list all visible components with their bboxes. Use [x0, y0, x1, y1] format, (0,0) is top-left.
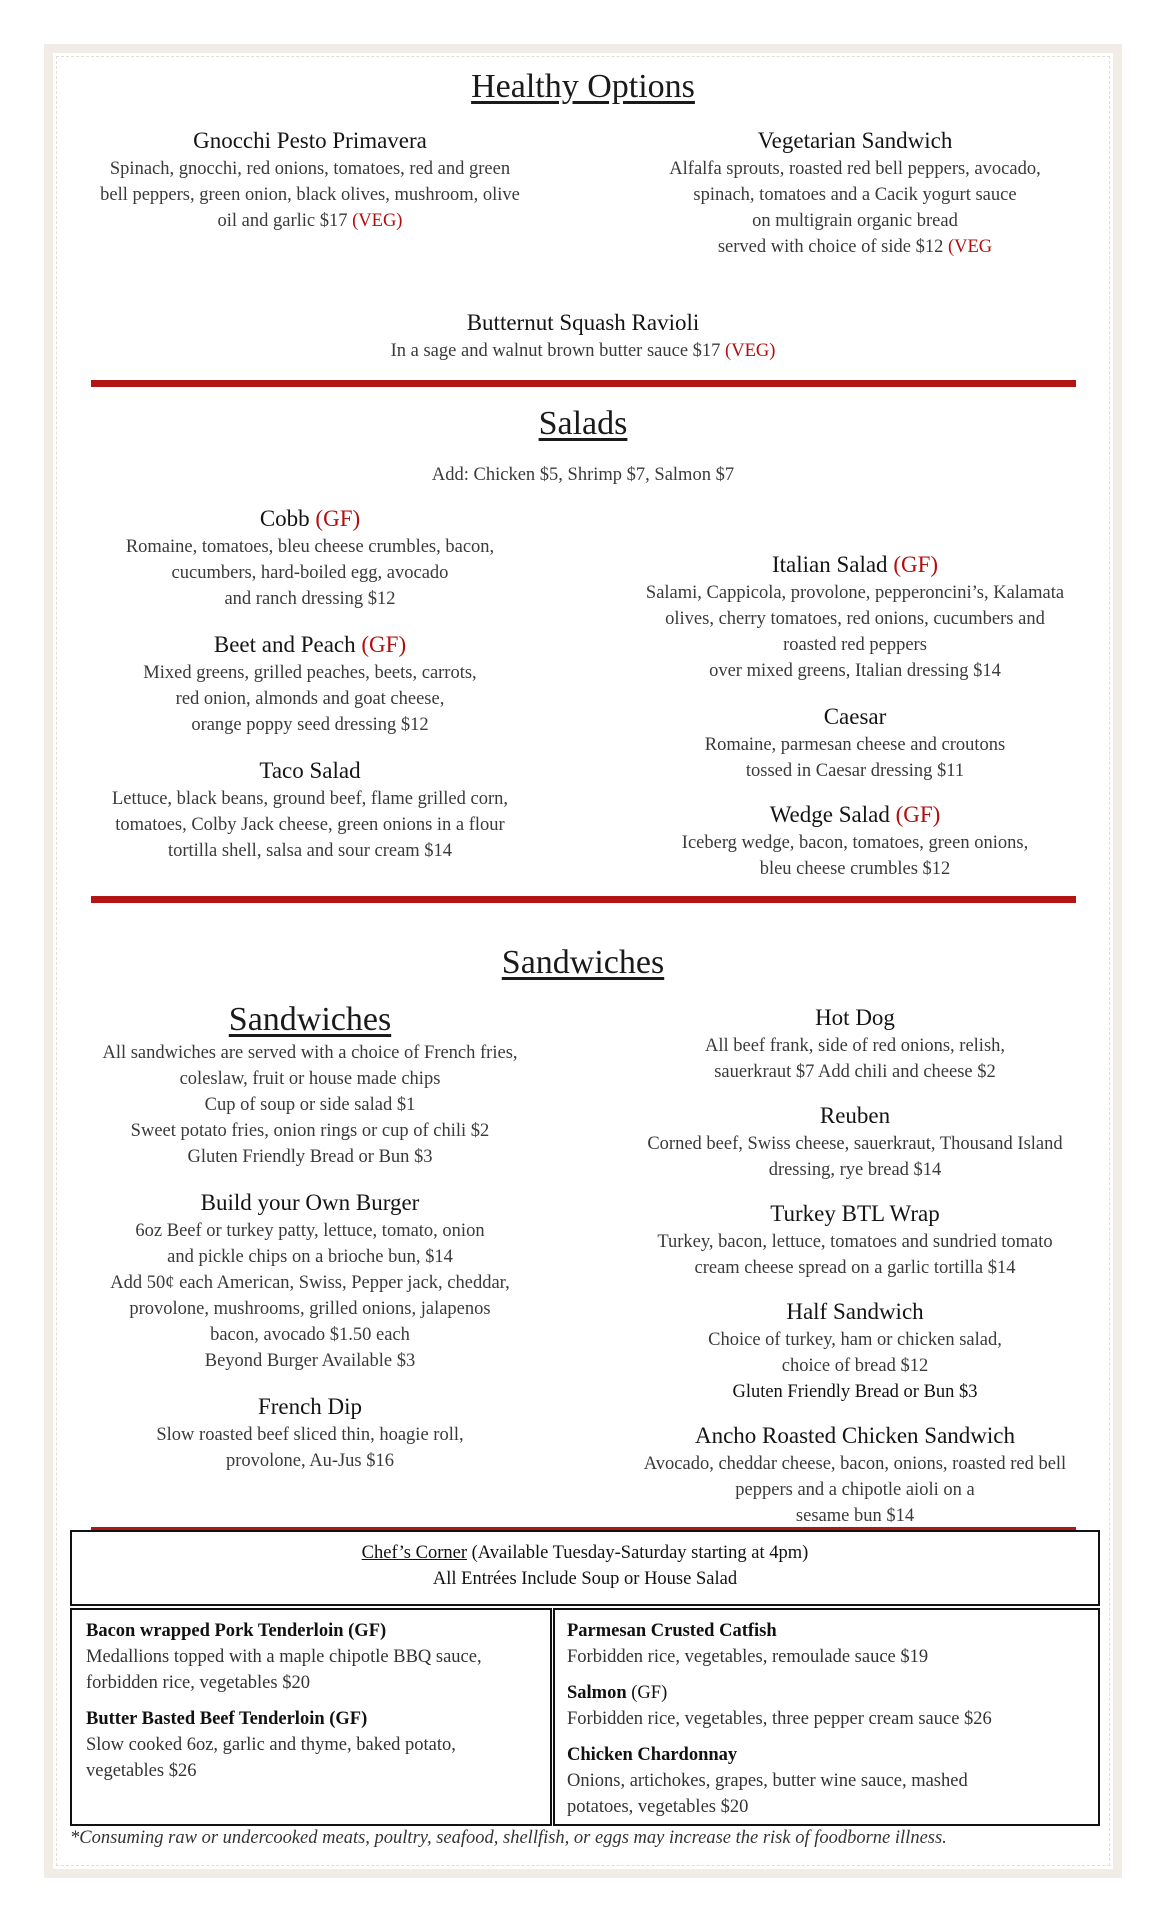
item-desc-line: tortilla shell, salsa and sour cream $14 [167, 841, 453, 861]
menu-item-turkey-btl-wrap [605, 1199, 1105, 1281]
item-desc-line: 6oz Beef or turkey patty, lettuce, tomato, onion [135, 1221, 485, 1241]
intro-line: Cup of soup or side salad $1 [204, 1095, 416, 1115]
item-name: Half Sandwich [786, 1299, 924, 1324]
gf-tag: (GF) [893, 552, 939, 577]
item-name: Turkey BTL Wrap [770, 1201, 940, 1226]
menu-item-hot-dog [605, 1003, 1105, 1085]
menu-item-ravioli [0, 308, 1166, 364]
item-name: Chicken Chardonnay [567, 1745, 738, 1765]
item-desc-line: Slow cooked 6oz, garlic and thyme, baked potato, [86, 1735, 456, 1755]
item-desc-line: spinach, tomatoes and a Cacik yogurt sauce [693, 185, 1017, 205]
item-desc-line: choice of bread $12 [781, 1356, 929, 1376]
item-name: Caesar [823, 704, 887, 729]
chefs-corner-left-box [70, 1608, 552, 1826]
gluten-note: Gluten Friendly Bread or Bun $3 [732, 1382, 978, 1402]
menu-item-half-sandwich [605, 1297, 1105, 1405]
item-desc-line: oil and garlic $17 [217, 211, 348, 231]
menu-item-taco-salad [60, 756, 560, 864]
item-desc-line: Forbidden rice, vegetables, three pepper cream sauce $26 [567, 1709, 992, 1729]
menu-item-ancho-chicken-sandwich [605, 1421, 1105, 1529]
item-name: Parmesan Crusted Catfish [567, 1621, 777, 1641]
salads-title: Salads [538, 405, 628, 442]
sandwiches-intro [60, 1000, 560, 1170]
menu-item-cobb [60, 504, 560, 612]
item-desc-line: vegetables $26 [86, 1761, 197, 1781]
item-desc-line: red onion, almonds and goat cheese, [175, 689, 445, 709]
item-desc-line: Alfalfa sprouts, roasted red bell peppers, avocado, [669, 159, 1041, 179]
item-desc-line: Choice of turkey, ham or chicken salad, [708, 1330, 1002, 1350]
item-desc-line: Salami, Cappicola, provolone, pepperoncini’s, Kalamata [645, 583, 1065, 603]
item-desc-line: Beyond Burger Available $3 [204, 1351, 416, 1371]
item-name: Salmon [567, 1683, 627, 1703]
gf-tag: (GF) [361, 632, 407, 657]
menu-item-gnocchi [60, 126, 560, 234]
item-desc-line: Iceberg wedge, bacon, tomatoes, green onions, [681, 833, 1029, 853]
item-desc-line: olives, cherry tomatoes, red onions, cucumbers and [665, 609, 1045, 629]
item-desc-line: Spinach, gnocchi, red onions, tomatoes, red and green [109, 159, 511, 179]
chefs-corner-right-box [553, 1608, 1100, 1826]
sandwiches-title: Sandwiches [501, 944, 665, 981]
veg-tag: (VEG) [725, 341, 776, 361]
item-name: Butternut Squash Ravioli [466, 310, 700, 335]
intro-line: coleslaw, fruit or house made chips [179, 1069, 441, 1089]
item-desc-line: orange poppy seed dressing $12 [191, 715, 429, 735]
item-desc-line: Slow roasted beef sliced thin, hoagie roll, [156, 1425, 464, 1445]
menu-item-beet-and-peach [60, 630, 560, 738]
item-name: Hot Dog [815, 1005, 895, 1030]
item-name: Gnocchi Pesto Primavera [193, 128, 427, 153]
item-desc-line: provolone, mushrooms, grilled onions, jalapenos [129, 1299, 491, 1319]
intro-line: All sandwiches are served with a choice of French fries, [102, 1043, 518, 1063]
menu-item-wedge-salad [605, 800, 1105, 882]
gf-tag: (GF) [348, 1621, 387, 1641]
item-desc: In a sage and walnut brown butter sauce $17 [390, 341, 721, 361]
section-divider [91, 896, 1076, 903]
veg-tag: (VEG) [352, 211, 403, 231]
item-desc-line: sauerkraut $7 Add chili and cheese $2 [714, 1062, 996, 1082]
item-desc-line: tossed in Caesar dressing $11 [745, 761, 965, 781]
item-desc-line: Romaine, tomatoes, bleu cheese crumbles, bacon, [125, 537, 495, 557]
item-desc-line: and pickle chips on a brioche bun, $14 [167, 1247, 453, 1267]
chefs-corner-subtitle: All Entrées Include Soup or House Salad [432, 1569, 738, 1589]
item-desc-line: Turkey, bacon, lettuce, tomatoes and sundried tomato [657, 1232, 1053, 1252]
veg-tag: (VEG [947, 237, 993, 257]
item-name: Vegetarian Sandwich [757, 128, 953, 153]
item-desc-line: and ranch dressing $12 [224, 589, 396, 609]
item-name: Butter Basted Beef Tenderloin [86, 1709, 325, 1729]
menu-item-beef-tenderloin [86, 1706, 536, 1732]
item-desc-line: roasted red peppers [783, 635, 927, 655]
menu-item-italian-salad [605, 550, 1105, 684]
menu-item-reuben [605, 1101, 1105, 1183]
item-desc-line: Forbidden rice, vegetables, remoulade sauce $19 [567, 1647, 929, 1667]
item-name: Bacon wrapped Pork Tenderloin [86, 1621, 344, 1641]
item-desc-line: Mixed greens, grilled peaches, beets, carrots, [143, 663, 477, 683]
section-divider [91, 380, 1076, 387]
item-desc-line: peppers and a chipotle aioli on a [735, 1480, 975, 1500]
item-desc-line: Romaine, parmesan cheese and croutons [704, 735, 1006, 755]
item-name: Beet and Peach [213, 632, 356, 657]
item-name: French Dip [257, 1394, 363, 1419]
gf-tag: (GF) [631, 1683, 668, 1703]
menu-item-vegetarian-sandwich [605, 126, 1105, 260]
item-desc-line: Corned beef, Swiss cheese, sauerkraut, Thousand Island [647, 1134, 1063, 1154]
menu-item-pork-tenderloin [86, 1618, 536, 1644]
item-name: Build your Own Burger [200, 1190, 420, 1215]
item-desc-line: bleu cheese crumbles $12 [759, 859, 951, 879]
intro-line: Gluten Friendly Bread or Bun $3 [187, 1147, 433, 1167]
chefs-corner-title: Chef’s Corner [361, 1543, 467, 1563]
item-name: Ancho Roasted Chicken Sandwich [694, 1423, 1016, 1448]
item-desc-line: All beef frank, side of red onions, relish, [704, 1036, 1006, 1056]
item-name: Taco Salad [259, 758, 361, 783]
salad-addons: Add: Chicken $5, Shrimp $7, Salmon $7 [431, 465, 735, 485]
item-name: Wedge Salad [769, 802, 890, 827]
item-desc-line: Medallions topped with a maple chipotle BBQ sauce, [86, 1647, 482, 1667]
gf-tag: (GF) [315, 506, 361, 531]
item-desc-line: forbidden rice, vegetables $20 [86, 1673, 310, 1693]
item-desc-line: bacon, avocado $1.50 each [210, 1325, 410, 1345]
item-name: Italian Salad [771, 552, 888, 577]
item-desc-line: tomatoes, Colby Jack cheese, green onions in a flour [115, 815, 505, 835]
item-name: Cobb [259, 506, 310, 531]
menu-item-french-dip [60, 1392, 560, 1474]
menu-item-build-your-own-burger [60, 1188, 560, 1374]
item-desc-line: Add 50¢ each American, Swiss, Pepper jack, cheddar, [110, 1273, 510, 1293]
item-desc-line: cucumbers, hard-boiled egg, avocado [171, 563, 449, 583]
item-desc-line: Avocado, cheddar cheese, bacon, onions, roasted red bell [643, 1454, 1067, 1474]
item-desc-line: on multigrain organic bread [752, 211, 958, 231]
item-desc-line: served with choice of side $12 [717, 237, 944, 257]
item-desc-line: sesame bun $14 [795, 1506, 915, 1526]
sandwiches-subtitle: Sandwiches [228, 1001, 392, 1038]
healthy-options-title: Healthy Options [471, 68, 695, 105]
item-name: Reuben [819, 1103, 891, 1128]
item-desc-line: Lettuce, black beans, ground beef, flame grilled corn, [111, 789, 509, 809]
menu-item-salmon [567, 1680, 1086, 1706]
item-desc-line: Onions, artichokes, grapes, butter wine sauce, mashed [567, 1771, 968, 1791]
item-desc-line: potatoes, vegetables $20 [567, 1797, 749, 1817]
gf-tag: (GF) [329, 1709, 368, 1729]
chefs-corner-header [70, 1530, 1100, 1606]
menu-item-caesar [605, 702, 1105, 784]
item-desc-line: cream cheese spread on a garlic tortilla $14 [694, 1258, 1016, 1278]
chefs-corner-availability: (Available Tuesday-Saturday starting at 4pm) [471, 1543, 809, 1563]
item-desc-line: bell peppers, green onion, black olives, mushroom, olive [100, 185, 520, 205]
item-desc-line: provolone, Au-Jus $16 [225, 1451, 395, 1471]
item-desc-line: dressing, rye bread $14 [768, 1160, 942, 1180]
gf-tag: (GF) [895, 802, 941, 827]
food-safety-disclaimer: *Consuming raw or undercooked meats, poultry, seafood, shellfish, or eggs may increase the risk of foodborne illness. [70, 1828, 947, 1848]
item-desc-line: over mixed greens, Italian dressing $14 [709, 661, 1001, 681]
intro-line: Sweet potato fries, onion rings or cup of chili $2 [130, 1121, 490, 1141]
